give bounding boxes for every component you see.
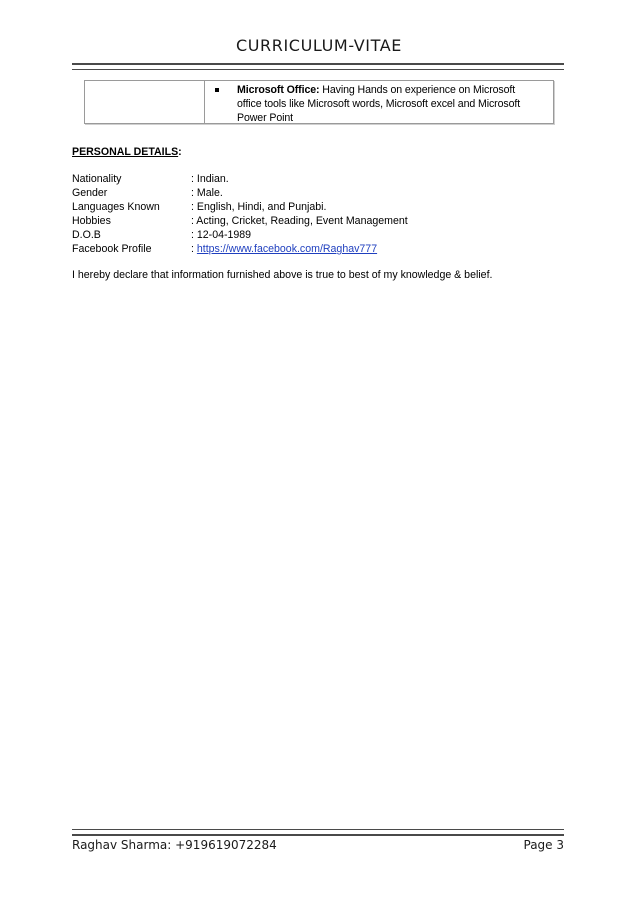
- skill-item-title: Microsoft Office:: [237, 84, 320, 96]
- detail-row-dob: [72, 228, 552, 242]
- detail-value: : Male.: [191, 187, 223, 199]
- detail-row-hobbies: [72, 214, 552, 228]
- detail-label: Languages Known: [72, 201, 160, 213]
- detail-label: Nationality: [72, 173, 122, 185]
- detail-row-gender: [72, 186, 552, 200]
- personal-details-heading-text: PERSONAL DETAILS: [72, 146, 179, 158]
- footer-contact: Raghav Sharma: +919619072284: [72, 838, 277, 852]
- personal-details-heading-colon: :: [178, 146, 182, 158]
- square-bullet-icon: [215, 88, 219, 92]
- skills-table: [84, 80, 554, 124]
- skill-item-microsoft-office: [237, 83, 542, 125]
- skills-table-right-cell: [205, 81, 553, 123]
- personal-details-heading: [72, 146, 182, 158]
- detail-label: Hobbies: [72, 215, 111, 227]
- skills-table-left-cell: [85, 81, 205, 123]
- footer-page-number: Page 3: [523, 838, 564, 852]
- skill-item-description: Having Hands on experience on Microsoft office tools like Microsoft words, Microsoft excel and Microsoft Power Point: [237, 84, 521, 124]
- detail-row-languages: [72, 200, 552, 214]
- declaration-text: I hereby declare that information furnished above is true to best of my knowledge & belief.: [72, 269, 493, 281]
- detail-label: Gender: [72, 187, 108, 199]
- detail-value: : English, Hindi, and Punjabi.: [191, 201, 327, 213]
- detail-row-facebook: [72, 242, 552, 256]
- facebook-prefix: :: [191, 243, 197, 255]
- personal-details-list: [72, 172, 552, 256]
- detail-value: : Acting, Cricket, Reading, Event Management: [191, 215, 408, 227]
- detail-label: Facebook Profile: [72, 243, 152, 255]
- facebook-profile-link[interactable]: https://www.facebook.com/Raghav777: [196, 243, 378, 255]
- detail-value: : Indian.: [191, 173, 229, 185]
- detail-label: D.O.B: [72, 229, 101, 241]
- header-divider: [72, 63, 564, 70]
- detail-value: : 12-04-1989: [191, 229, 252, 241]
- detail-value: [191, 242, 377, 256]
- page-header-title: CURRICULUM-VITAE: [235, 36, 403, 55]
- footer-divider: [72, 829, 564, 836]
- detail-row-nationality: [72, 172, 552, 186]
